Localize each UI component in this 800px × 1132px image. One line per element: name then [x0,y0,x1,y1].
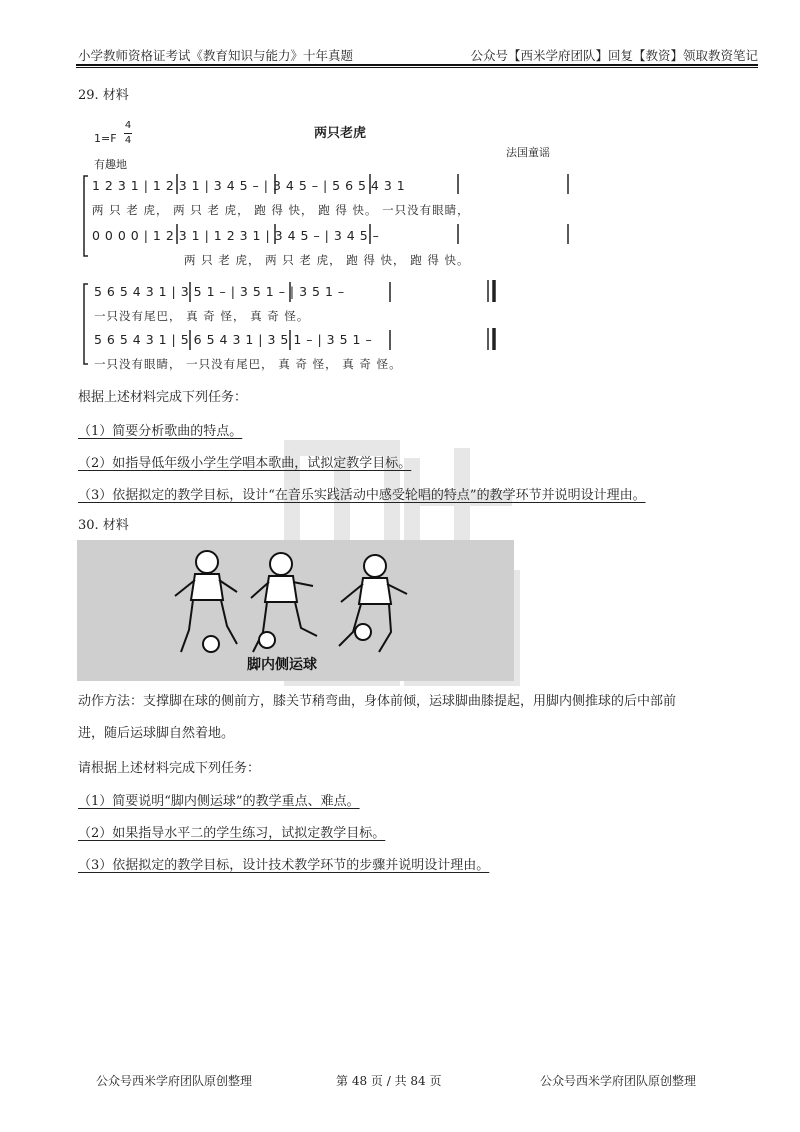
song-origin: 法国童谣 [506,146,550,159]
action-method-line-1: 动作方法：支撑脚在球的侧前方，膝关节稍弯曲，身体前倾，运球脚曲膝提起，用脚内侧推球的后中部前 [78,694,677,709]
meter-top: 4 [124,120,132,131]
system1-voice2-notes: 0 0 0 0 | 1 2 3 1 | 1 2 3 1 | 3 4 5 – | 3 4 5 – [92,228,380,243]
system2-voice2-lyrics: 一只没有眼睛， 一只没有尾巴， 真 奇 怪， 真 奇 怪。 [94,357,402,371]
question-29-intro: 根据上述材料完成下列任务： [78,390,248,405]
system1-voice1-lyrics: 两 只 老 虎， 两 只 老 虎， 跑 得 快， 跑 得 快。 一只没有眼睛， [92,203,470,217]
song-title: 两只老虎 [314,126,367,141]
meter-bottom: 4 [124,135,132,146]
question-29-task-1: （1）简要分析歌曲的特点。 [78,424,243,439]
question-30-task-1: （1）简要说明“脚内侧运球”的教学重点、难点。 [78,794,360,809]
question-30-task-2: （2）如果指导水平二的学生练习，试拟定教学目标。 [78,826,386,841]
system2-voice1-lyrics: 一只没有尾巴， 真 奇 怪， 真 奇 怪。 [94,309,310,323]
footer-left-text: 公众号西米学府团队原创整理 [96,1074,253,1088]
illustration-caption: 脚内侧运球 [247,657,317,673]
dribbling-illustration [77,540,514,681]
action-method-line-2: 进，随后运球脚自然着地。 [78,726,235,741]
score-key: 1=F [94,132,117,145]
system2-voice2-notes: 5 6 5 4 3 1 | 5 6 5 4 3 1 | 3 5 1 – | 3 5 1 – [94,332,373,347]
question-29-task-3: （3）依据拟定的教学目标，设计“在音乐实践活动中感受轮唱的特点”的教学环节并说明设计理由。 [78,488,646,503]
system1-voice1-notes: 1 2 3 1 | 1 2 3 1 | 3 4 5 – | 3 4 5 – | 5 6 5 4 3 1 [92,178,406,193]
system1-voice2-lyrics: 两 只 老 虎， 两 只 老 虎， 跑 得 快， 跑 得 快。 [184,253,470,267]
question-30-intro: 请根据上述材料完成下列任务： [78,761,261,776]
footer-right-text: 公众号西米学府团队原创整理 [540,1074,697,1088]
header-left-text: 小学教师资格证考试《教育知识与能力》十年真题 [78,48,354,63]
question-29-task-2: （2）如指导低年级小学生学唱本歌曲，试拟定教学目标。 [78,456,412,471]
page-header [76,44,758,64]
page-number: 第 48 页 / 共 84 页 [336,1074,442,1088]
action-method-text [78,686,758,750]
tempo-marking: 有趣地 [94,158,127,171]
question-30-task-3: （3）依据拟定的教学目标，设计技术教学环节的步骤并说明设计理由。 [78,858,490,873]
header-right-text: 公众号【西米学府团队】回复【教资】领取教资笔记 [470,48,758,63]
music-score [80,116,580,376]
question-29-label: 29. 材料 [78,88,129,103]
system2-voice1-notes: 5 6 5 4 3 1 | 3 5 1 – | 3 5 1 – | 3 5 1 – [94,284,345,299]
question-30-label: 30. 材料 [78,518,129,533]
header-rule [76,64,758,68]
